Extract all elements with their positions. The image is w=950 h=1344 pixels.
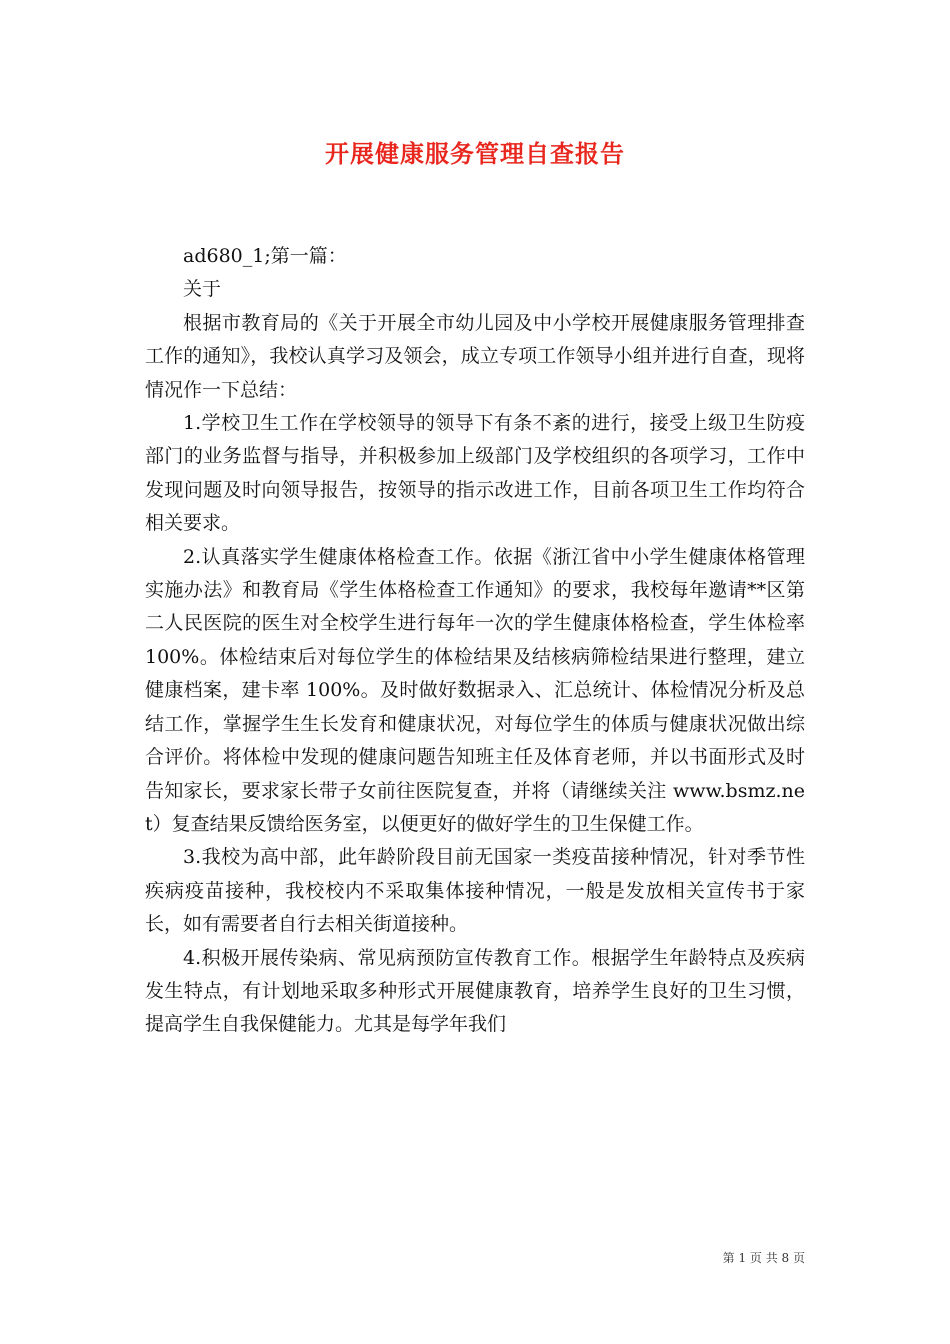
paragraph-item-3: 3.我校为高中部，此年龄阶段目前无国家一类疫苗接种情况，针对季节性疾病疫苗接种，我校校内不采取集体接种情况，一般是发放相关宣传书于家长，如有需要者自行去相关街道接种。 (145, 846, 805, 936)
paragraph-item-2: 2.认真落实学生健康体格检查工作。依据《浙江省中小学生健康体格管理实施办法》和教育局《学生体格检查工作通知》的要求，我校每年邀请**区第二人民医院的医生对全校学生进行每年一次的学生健康体格检查，学生体检率 100%。体检结束后对每位学生的体检结果及结核病筛检结果进行整理，建立健康档案，建卡率 100%。及时做好数据录入、汇总统计、体检情况分析及总结工作，掌握学生生长发育和健康状况，对每位学生的体质与健康状况做出综合评价。将体检中发现的健康问题告知班主任及体育老师，并以书面形式及时告知家长，要求家长带子女前往医院复查，并将（请继续关注 www.bsmz.net）复查结果反馈给医务室，以便更好的做好学生的卫生保健工作。 (145, 545, 805, 835)
paragraph-item-4: 4.积极开展传染病、常见病预防宣传教育工作。根据学生年龄特点及疾病发生特点，有计划地采取多种形式开展健康教育，培养学生良好的卫生习惯，提高学生自我保健能力。尤其是每学年我们 (145, 946, 805, 1036)
paragraph-item-1: 1.学校卫生工作在学校领导的领导下有条不紊的进行，接受上级卫生防疫部门的业务监督与指导，并积极参加上级部门及学校组织的各项学习，工作中发现问题及时向领导报告，按领导的指示改进工作，目前各项卫生工作均符合相关要求。 (145, 412, 805, 535)
document-body (145, 240, 805, 1042)
paragraph-intro: 根据市教育局的《关于开展全市幼儿园及中小学校开展健康服务管理排查工作的通知》，我校认真学习及领会，成立专项工作领导小组并进行自查，现将情况作一下总结： (145, 311, 805, 401)
document-title: 开展健康服务管理自查报告 (325, 139, 625, 168)
paragraph-heading: ad680_1;第一篇： (183, 245, 347, 267)
paragraph-about: 关于 (183, 278, 222, 301)
page-number-footer: 第 1 页 共 8 页 (722, 1251, 805, 1265)
